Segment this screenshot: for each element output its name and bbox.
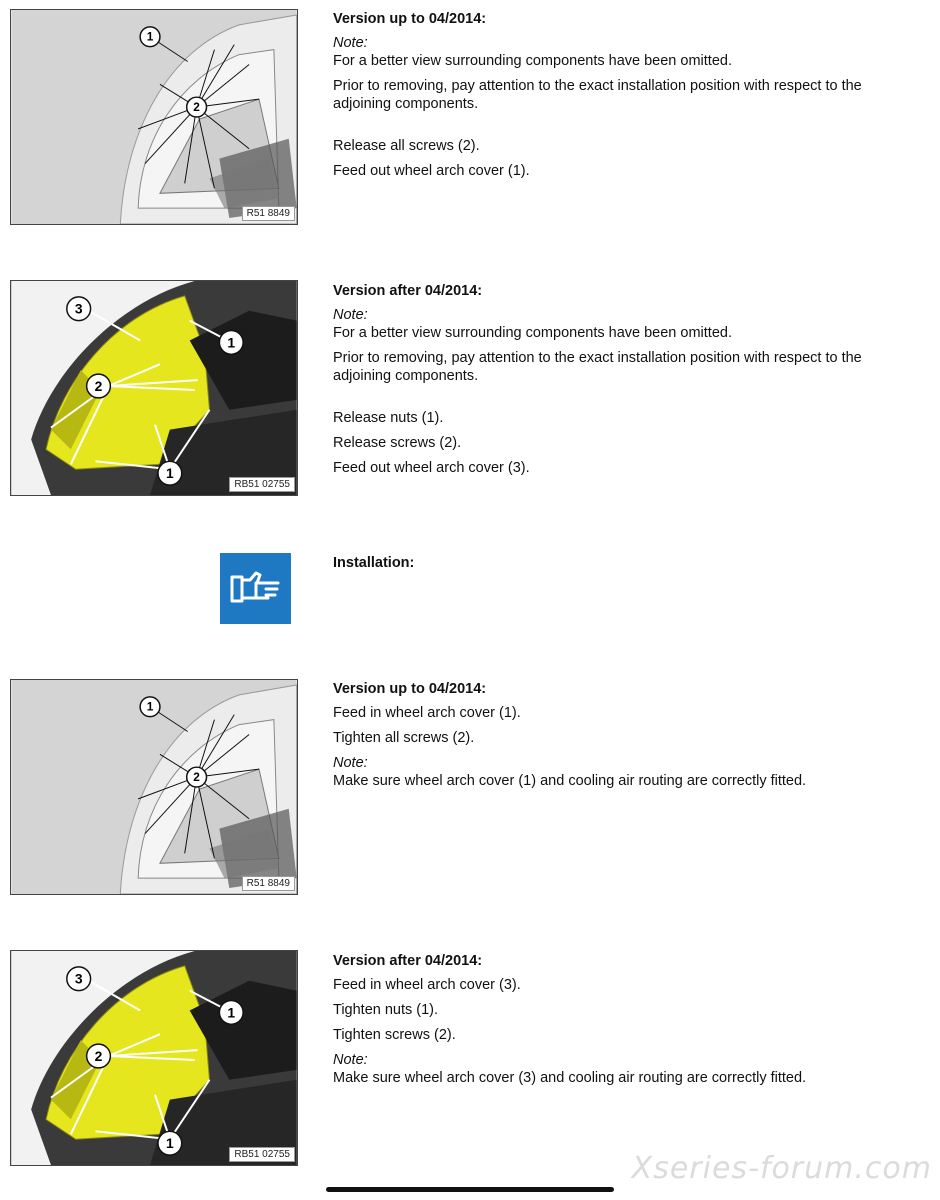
svg-text:1: 1 [165,465,174,482]
instruction-paragraph: Prior to removing, pay attention to the exact installation position with respect to the adjoining components. [333,350,862,384]
svg-text:2: 2 [193,100,200,115]
svg-text:1: 1 [165,1135,174,1152]
instruction-paragraph: Prior to removing, pay attention to the exact installation position with respect to the adjoining components. [333,78,862,112]
note-label: Note: [333,35,368,51]
section-install-new [333,952,893,1094]
callout-2 [87,374,111,398]
note-text: For a better view surrounding components have been omitted. [333,325,732,341]
figure-old-version-install [10,679,298,895]
svg-text:3: 3 [74,300,83,317]
figure-code: RB51 02755 [229,1147,295,1162]
callout-1 [140,697,160,717]
note-text: For a better view surrounding components have been omitted. [333,53,732,69]
wheel-arch-old-illustration [11,680,297,894]
step: Feed in wheel arch cover (1). [333,705,521,721]
figure-code: RB51 02755 [229,477,295,492]
svg-text:1: 1 [146,29,154,44]
note-label: Note: [333,307,368,323]
section-installation [333,554,893,578]
home-indicator[interactable] [326,1187,614,1192]
svg-text:1: 1 [227,1004,236,1021]
svg-text:2: 2 [94,1047,103,1064]
step: Feed out wheel arch cover (1). [333,163,530,179]
section-heading: Version up to 04/2014: [333,681,487,697]
svg-text:2: 2 [94,377,103,394]
callout-1 [140,27,160,47]
callout-3 [67,297,91,321]
installation-heading: Installation: [333,555,415,571]
watermark: Xseries-forum.com [631,1151,932,1186]
note-label: Note: [333,755,368,771]
section-removal-old [333,10,893,187]
step: Tighten screws (2). [333,1027,456,1043]
callout-1 [158,461,182,485]
svg-text:1: 1 [146,699,154,714]
callout-1 [219,1001,243,1025]
step: Feed in wheel arch cover (3). [333,977,521,993]
section-heading: Version up to 04/2014: [333,11,487,27]
step: Release screws (2). [333,435,462,451]
figure-new-version-install [10,950,298,1166]
callout-1 [219,331,243,355]
figure-code: R51 8849 [242,206,295,221]
callout-2 [87,1044,111,1068]
svg-text:1: 1 [227,334,236,351]
step: Release all screws (2). [333,138,480,154]
note-text: Make sure wheel arch cover (3) and cooling air routing are correctly fitted. [333,1070,807,1086]
note-label: Note: [333,1052,368,1068]
section-removal-new [333,282,893,484]
wheel-arch-new-illustration [11,281,297,495]
callout-2 [187,97,207,117]
step: Tighten all screws (2). [333,730,475,746]
step: Feed out wheel arch cover (3). [333,460,530,476]
hand-pointing-icon [220,553,291,624]
section-heading: Version after 04/2014: [333,283,483,299]
callout-1 [158,1131,182,1155]
svg-text:2: 2 [193,770,200,785]
step: Tighten nuts (1). [333,1002,439,1018]
callout-2 [187,767,207,787]
step: Release nuts (1). [333,410,444,426]
section-install-old [333,680,893,797]
note-text: Make sure wheel arch cover (1) and cooling air routing are correctly fitted. [333,773,807,789]
figure-new-version [10,280,298,496]
figure-old-version [10,9,298,225]
section-heading: Version after 04/2014: [333,953,483,969]
svg-text:3: 3 [74,970,83,987]
callout-3 [67,967,91,991]
wheel-arch-old-illustration [11,10,297,224]
figure-code: R51 8849 [242,876,295,891]
wheel-arch-new-illustration [11,951,297,1165]
